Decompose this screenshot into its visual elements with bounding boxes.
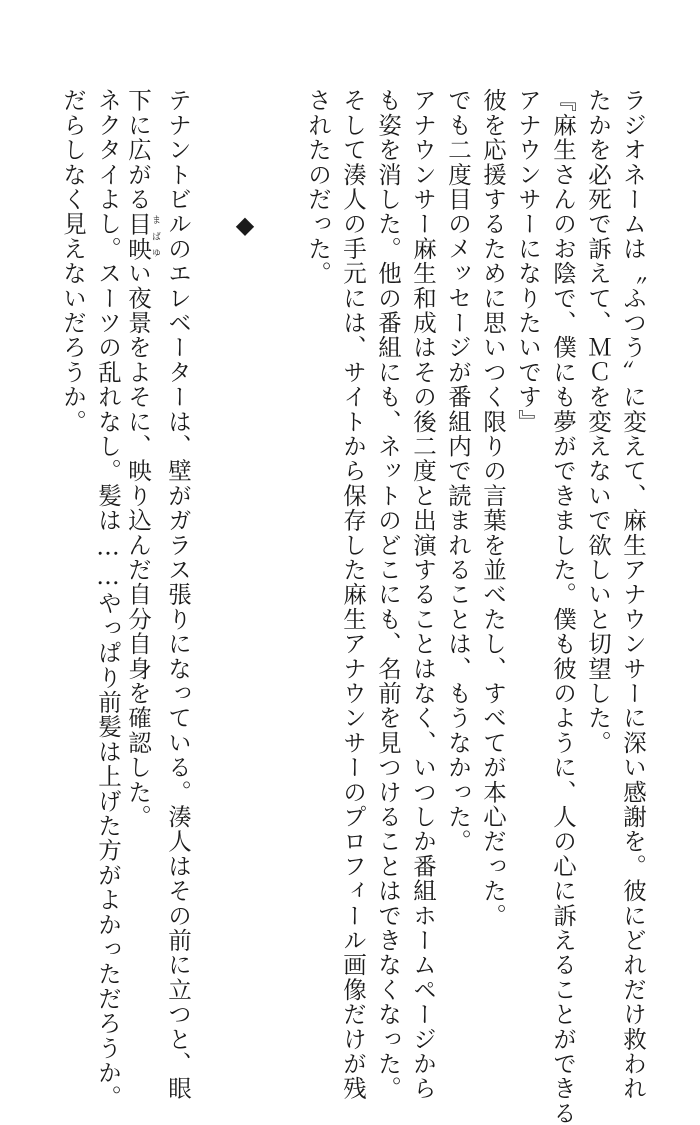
text-line-11: テナントビルのエレベーターは、壁がガラス張りになっている。湊人はその前に立つと、眼 xyxy=(164,88,192,1101)
ruby-base: 目映 xyxy=(124,211,152,261)
text-line-14: だらしなく見えないだろうか。 xyxy=(59,88,87,434)
text-line-2: たかを必死で訴えて、ＭＣを変えないで欲しいと切望した。 xyxy=(584,88,612,755)
section-break-diamond: ◆ xyxy=(235,211,255,239)
ruby-word xyxy=(124,211,160,261)
text-line-12 xyxy=(126,88,160,829)
text-segment: 下に広がる xyxy=(124,88,152,212)
text-line-4: アナウンサーになりたいです』 xyxy=(514,88,542,434)
text-line-1: ラジオネームは〝ふつう〟に変えて、麻生アナウンサーに深い感謝を。彼にどれだけ救われ xyxy=(619,88,647,1101)
text-line-9: そして湊人の手元には、サイトから保存した麻生アナウンサーのプロフィール画像だけが残 xyxy=(339,88,367,1101)
text-line-10: されたのだった。 xyxy=(304,88,332,286)
text-line-6: でも二度目のメッセージが番組内で読まれることは、もうなかった。 xyxy=(444,88,472,854)
ruby-reading: まばゆ xyxy=(150,211,160,261)
text-line-3: 『麻生さんのお陰で、僕にも夢ができました。僕も彼のように、人の心に訴えることができる xyxy=(549,88,577,1125)
text-segment: い夜景をよそに、映り込んだ自分自身を確認した。 xyxy=(124,260,152,830)
text-line-13: ネクタイよし。スーツの乱れなし。髪は……やっぱり前髪は上げた方がよかっただろうか。 xyxy=(94,88,122,1110)
text-line-8: も姿を消した。他の番組にも、ネットのどこにも、名前を見つけることはできなくなった。 xyxy=(374,88,402,1101)
text-line-7: アナウンサー麻生和成はその後二度と出演することはなく、いつしか番組ホームページから xyxy=(409,88,437,1101)
text-line-5: 彼を応援するために思いつく限りの言葉を並べたし、すべてが本心だった。 xyxy=(479,88,507,928)
